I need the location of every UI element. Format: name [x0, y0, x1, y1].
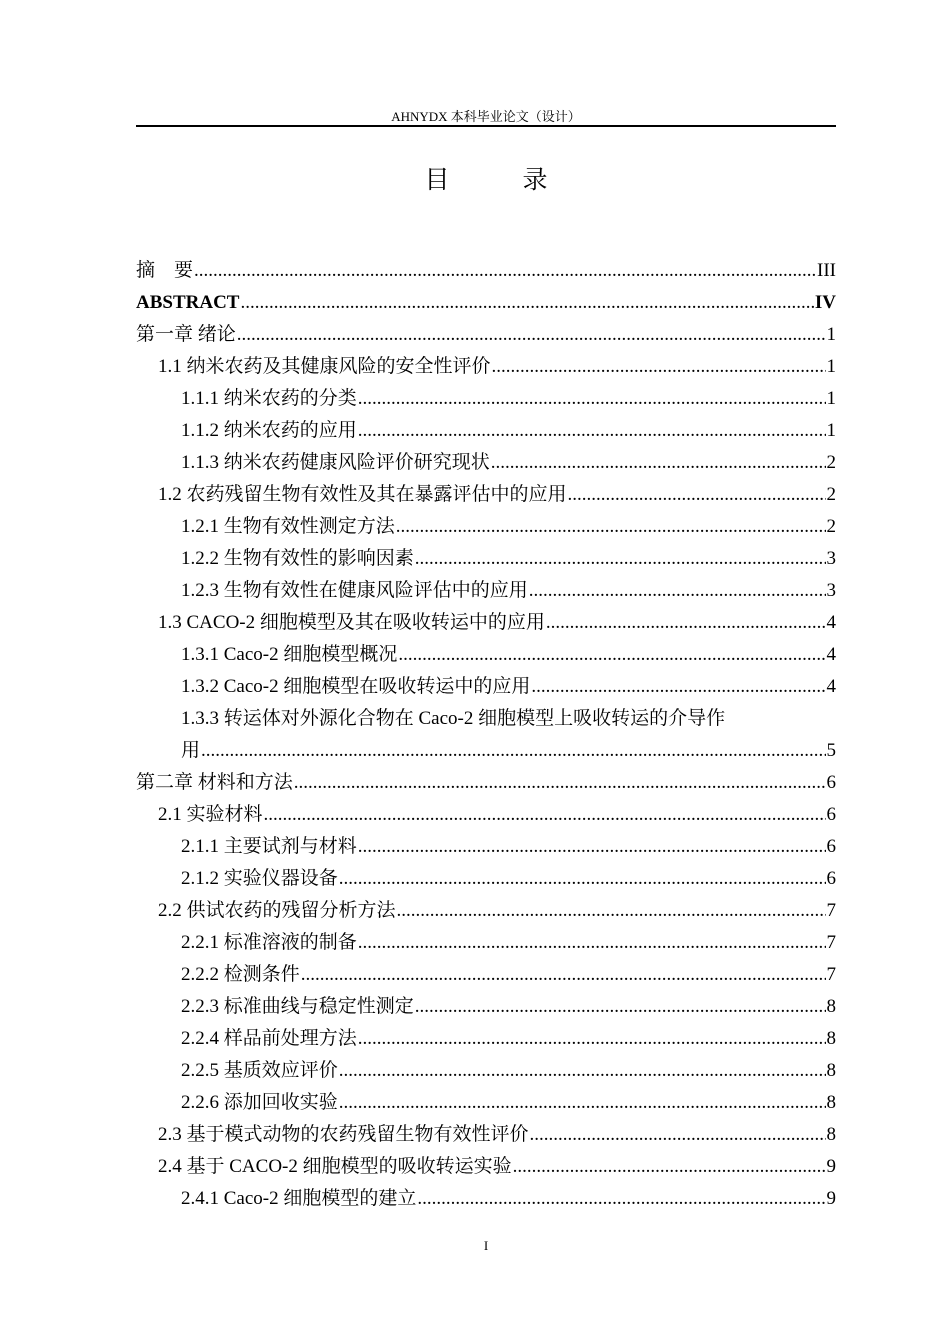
toc-entry-label: ABSTRACT	[136, 292, 240, 313]
toc-entry-label: 1.2.3 生物有效性在健康风险评估中的应用	[181, 580, 528, 601]
header-rule	[136, 125, 836, 127]
dot-leader	[491, 447, 826, 479]
toc-entry-label: 2.1 实验材料	[158, 804, 263, 825]
toc-page-number: 9	[826, 1156, 836, 1177]
dot-leader	[531, 671, 825, 703]
toc-entry[interactable]	[136, 1151, 836, 1183]
running-header: AHNYDX 本科毕业论文（设计）	[391, 109, 581, 124]
toc-entry-label: 2.4.1 Caco-2 细胞模型的建立	[181, 1188, 417, 1209]
toc-page-number: 9	[826, 1188, 836, 1209]
toc-entry[interactable]	[136, 1119, 836, 1151]
toc-page-number: IV	[814, 292, 836, 313]
toc-entry-label: 2.2.2 检测条件	[181, 964, 300, 985]
toc-page-number: 8	[826, 1060, 836, 1081]
toc-entry[interactable]	[136, 895, 836, 927]
dot-leader	[397, 895, 826, 927]
dot-leader	[529, 575, 826, 607]
toc-entry[interactable]	[136, 1023, 836, 1055]
toc-entry-label: 1.1.2 纳米农药的应用	[181, 420, 357, 441]
toc-page-number: 8	[826, 1124, 836, 1145]
toc-entry-label: 2.2.1 标准溶液的制备	[181, 932, 357, 953]
toc-page-number: 8	[826, 1092, 836, 1113]
toc-entry[interactable]	[136, 831, 836, 863]
toc-entry-label: 1.3.2 Caco-2 细胞模型在吸收转运中的应用	[181, 676, 531, 697]
toc-entry-label: 摘 要	[136, 260, 194, 281]
toc-page-number: 6	[826, 804, 836, 825]
toc-page-number: 1	[826, 420, 836, 441]
dot-leader	[415, 543, 826, 575]
table-of-contents	[136, 255, 836, 1215]
dot-leader	[358, 415, 826, 447]
toc-page-number: 2	[826, 452, 836, 473]
toc-entry-label: 2.3 基于模式动物的农药残留生物有效性评价	[158, 1124, 529, 1145]
toc-page-number: 7	[826, 932, 836, 953]
toc-entry[interactable]	[136, 575, 836, 607]
toc-page-number: 2	[826, 516, 836, 537]
toc-entry-label: 2.2 供试农药的残留分析方法	[158, 900, 396, 921]
toc-page-number: 1	[826, 388, 836, 409]
toc-entry-label-continued: 用	[181, 740, 201, 761]
toc-entry[interactable]	[136, 1183, 836, 1215]
dot-leader	[339, 1087, 826, 1119]
toc-entry-label: 1.2.1 生物有效性测定方法	[181, 516, 395, 537]
toc-page-number: 4	[826, 644, 836, 665]
toc-page-number: 4	[826, 612, 836, 633]
toc-entry-label: 1.1 纳米农药及其健康风险的安全性评价	[158, 356, 491, 377]
toc-entry[interactable]	[136, 767, 836, 799]
toc-page-number: 4	[826, 676, 836, 697]
toc-entry[interactable]	[136, 1087, 836, 1119]
toc-page-number: 7	[826, 964, 836, 985]
toc-entry[interactable]	[136, 415, 836, 447]
toc-page-number: 2	[826, 484, 836, 505]
dot-leader	[415, 991, 826, 1023]
toc-entry-label: 2.1.2 实验仪器设备	[181, 868, 338, 889]
toc-entry[interactable]	[136, 799, 836, 831]
dot-leader	[546, 607, 826, 639]
toc-entry[interactable]	[136, 543, 836, 575]
toc-page-number: 6	[826, 772, 836, 793]
dot-leader	[301, 959, 826, 991]
dot-leader	[237, 319, 826, 351]
dot-leader	[194, 255, 816, 287]
toc-page-number: 8	[826, 996, 836, 1017]
dot-leader	[358, 1023, 826, 1055]
toc-entry-label: 1.2.2 生物有效性的影响因素	[181, 548, 414, 569]
toc-entry[interactable]	[136, 991, 836, 1023]
toc-page-number: 1	[826, 356, 836, 377]
toc-entry-label: 2.2.6 添加回收实验	[181, 1092, 338, 1113]
page-title: 目 录	[424, 165, 572, 194]
toc-entry-label: 2.1.1 主要试剂与材料	[181, 836, 357, 857]
toc-page-number: 6	[826, 836, 836, 857]
toc-entry-label: 1.3 CACO-2 细胞模型及其在吸收转运中的应用	[158, 612, 545, 633]
toc-entry-label: 第一章 绪论	[136, 324, 236, 345]
dot-leader	[396, 511, 826, 543]
dot-leader	[358, 383, 826, 415]
toc-page-number: 6	[826, 868, 836, 889]
dot-leader	[358, 831, 826, 863]
toc-entry[interactable]	[136, 319, 836, 351]
toc-entry-label: 2.2.3 标准曲线与稳定性测定	[181, 996, 414, 1017]
toc-page-number: 7	[826, 900, 836, 921]
toc-entry[interactable]	[136, 1055, 836, 1087]
dot-leader	[264, 799, 826, 831]
dot-leader	[568, 479, 826, 511]
dot-leader	[530, 1119, 826, 1151]
toc-entry-label: 2.2.4 样品前处理方法	[181, 1028, 357, 1049]
dot-leader	[417, 1183, 825, 1215]
toc-entry[interactable]	[136, 383, 836, 415]
toc-entry[interactable]	[136, 671, 836, 703]
page-number: I	[483, 1238, 489, 1253]
dot-leader	[398, 639, 825, 671]
dot-leader	[240, 287, 813, 319]
toc-page-number: 1	[826, 324, 836, 345]
toc-entry[interactable]	[136, 927, 836, 959]
toc-entry-label: 1.1.3 纳米农药健康风险评价研究现状	[181, 452, 490, 473]
toc-entry-label: 第二章 材料和方法	[136, 772, 293, 793]
toc-entry[interactable]	[136, 735, 836, 767]
toc-entry-label: 2.4 基于 CACO-2 细胞模型的吸收转运实验	[158, 1156, 512, 1177]
toc-entry[interactable]	[136, 863, 836, 895]
dot-leader	[358, 927, 826, 959]
toc-entry[interactable]	[136, 447, 836, 479]
dot-leader	[513, 1151, 826, 1183]
toc-page-number: 3	[826, 580, 836, 601]
toc-entry-label: 2.2.5 基质效应评价	[181, 1060, 338, 1081]
dot-leader	[294, 767, 826, 799]
toc-entry[interactable]	[136, 255, 836, 287]
toc-page-number: III	[817, 260, 836, 281]
toc-entry[interactable]	[136, 959, 836, 991]
toc-entry-label: 1.1.1 纳米农药的分类	[181, 388, 357, 409]
toc-entry[interactable]	[136, 511, 836, 543]
dot-leader	[339, 1055, 826, 1087]
dot-leader	[492, 351, 826, 383]
toc-entry[interactable]	[136, 607, 836, 639]
toc-entry-label: 1.2 农药残留生物有效性及其在暴露评估中的应用	[158, 484, 567, 505]
toc-entry[interactable]	[136, 479, 836, 511]
toc-entry[interactable]	[136, 287, 836, 319]
toc-entry[interactable]	[136, 351, 836, 383]
toc-entry[interactable]	[136, 639, 836, 671]
toc-entry-label: 1.3.1 Caco-2 细胞模型概况	[181, 644, 398, 665]
toc-page-number: 3	[826, 548, 836, 569]
dot-leader	[201, 735, 825, 767]
toc-page-number: 5	[826, 740, 836, 761]
dot-leader	[339, 863, 826, 895]
toc-page-number: 8	[826, 1028, 836, 1049]
toc-entry-line1[interactable]: 1.3.3 转运体对外源化合物在 Caco-2 细胞模型上吸收转运的介导作	[181, 708, 726, 729]
